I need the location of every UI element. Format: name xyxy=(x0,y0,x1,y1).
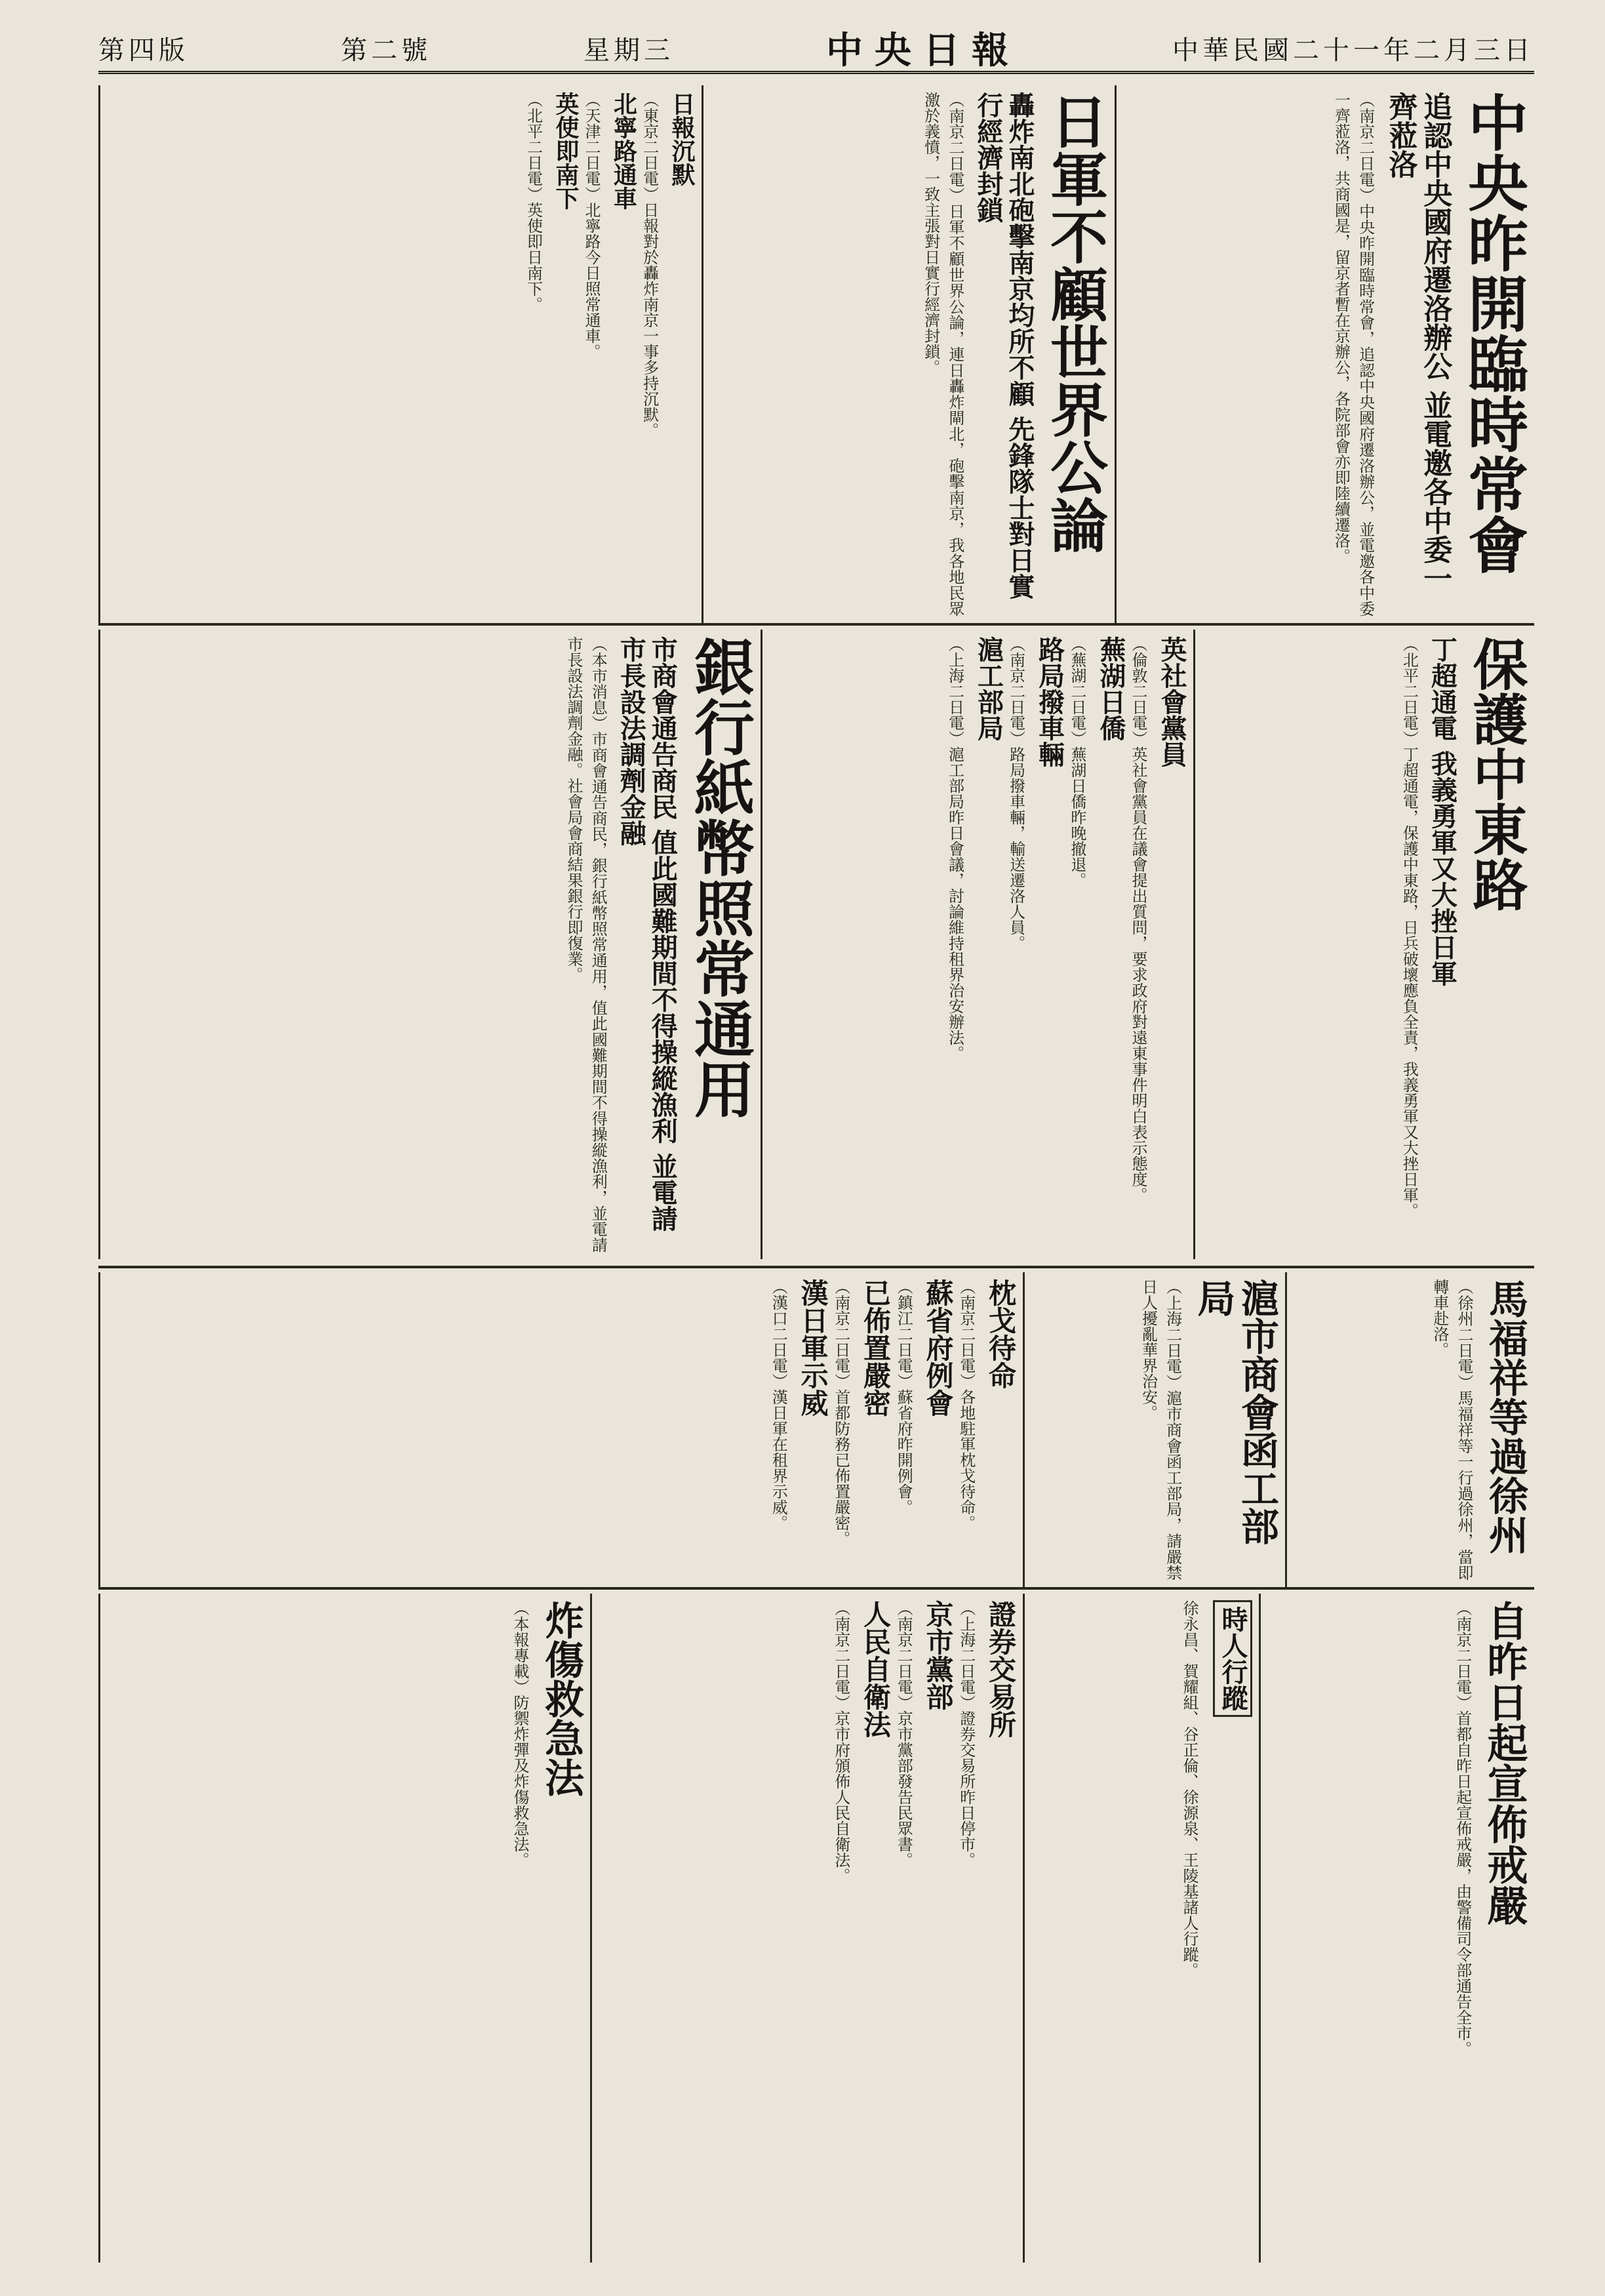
headline: 北寧路通車 xyxy=(610,92,638,210)
article-body: （南京二日電）京市府頒佈人民自衛法。 xyxy=(831,1600,850,1883)
article-body: （南京二日電）各地駐軍枕戈待命。 xyxy=(957,1279,976,1531)
article-body: （天津二日電）北寧路今日照常通車。 xyxy=(582,92,601,359)
masthead-weekday: 星期三 xyxy=(584,35,674,66)
headline: 證券交易所 xyxy=(985,1600,1017,1738)
article-body: （南京二日電）京市黨部發告民眾書。 xyxy=(894,1600,913,1868)
article-body: 徐永昌、賀耀組、谷正倫、徐源泉、王陵基諸人行蹤。 xyxy=(1180,1600,1199,1978)
article-body: （南京二日電）首都防務已佈置嚴密。 xyxy=(831,1279,850,1546)
article-body: （蕪湖二日電）蕪湖日僑昨晚撤退。 xyxy=(1067,636,1086,888)
headline: 蘇省府例會 xyxy=(922,1279,955,1417)
headline: 日報沉默 xyxy=(668,92,696,186)
headline xyxy=(1208,1600,1252,2256)
article-body: （南京二日電）首都自昨日起宣佈戒嚴，由警備司令部通告全市。 xyxy=(1453,1600,1472,2057)
headline: 英使即南下 xyxy=(551,92,580,210)
rule xyxy=(98,623,1534,626)
headline: 京市黨部 xyxy=(922,1600,955,1710)
article-body: （本市消息）市商會通告商民，銀行紙幣照常通用，值此國難期間不得操縱漁利，並電請市長設法調劑金融。社會局會商結果銀行即復業。 xyxy=(565,636,608,1253)
rule xyxy=(98,1266,1534,1268)
headline: 人民自衛法 xyxy=(860,1600,892,1738)
headline: 炸傷救急法 xyxy=(538,1600,584,1797)
article-ma-fuxiang xyxy=(1285,1272,1534,1587)
article-body: （上海二日電）滬市商會函工部局，請嚴禁日人擾亂華界治安。 xyxy=(1139,1279,1182,1581)
headline: 已佈置嚴密 xyxy=(860,1279,892,1417)
article-body: （倫敦二日電）英社會黨員在議會提出質問，要求政府對遠東事件明白表示態度。 xyxy=(1129,636,1147,1203)
article-body: （南京二日電）日軍不顧世界公論，連日轟炸閘北，砲擊南京，我各地民眾激於義憤，一致主張對日實行經濟封鎖。 xyxy=(921,92,964,616)
headline: 滬工部局 xyxy=(973,636,1004,741)
article-japanese-army xyxy=(702,85,1115,623)
article-body: （上海二日電）證券交易所昨日停市。 xyxy=(957,1600,976,1868)
article-chinese-eastern-railway xyxy=(1193,630,1534,1259)
article-body: （本報專載）防禦炸彈及炸傷救急法。 xyxy=(511,1600,529,1868)
article-small-news xyxy=(761,630,1193,1259)
article-side-column xyxy=(98,85,702,623)
article-first-aid xyxy=(98,1594,590,2263)
article-body: （北平二日電）英使即日南下。 xyxy=(524,92,543,312)
article-people-movements xyxy=(1023,1594,1259,2263)
headline: 漢日軍示威 xyxy=(797,1279,829,1417)
article-bank-notes xyxy=(98,630,761,1259)
headline: 自昨日起宣佈戒嚴 xyxy=(1480,1600,1528,1925)
masthead-date: 中華民國二十一年二月三日 xyxy=(1172,35,1534,66)
subheadline: 丁超通電 我義勇軍又大挫日軍 xyxy=(1427,636,1458,986)
headline: 路局撥車輛 xyxy=(1034,636,1065,767)
headline: 日軍不顧世界公論 xyxy=(1041,92,1109,554)
article-martial-law xyxy=(1259,1594,1534,2263)
masthead-section: 第四版 xyxy=(98,35,189,66)
headline: 枕戈待命 xyxy=(985,1279,1017,1389)
headline: 保護中東路 xyxy=(1464,636,1529,912)
headline: 馬福祥等過徐州 xyxy=(1482,1279,1528,1554)
headline: 蕪湖日僑 xyxy=(1095,636,1126,741)
article-body: （徐州二日電）馬福祥等一行過徐州，當即轉車赴洛。 xyxy=(1430,1279,1473,1581)
article-body: （東京二日電）日報對於轟炸南京一事多持沉默。 xyxy=(640,92,659,438)
section-label: 時人行蹤 xyxy=(1213,1600,1252,1717)
article-body: （北平二日電）丁超通電，保護中東路，日兵破壞應負全責，我義勇軍又大挫日軍。 xyxy=(1400,636,1419,1218)
article-row3-misc xyxy=(98,1272,1023,1587)
article-body: （南京二日電）路局撥車輛，輸送遷洛人員。 xyxy=(1006,636,1025,951)
article-body: （南京二日電）中央昨開臨時常會，追認中央國府遷洛辦公，並電邀各中委一齊蒞洛，共商國是，留京者暫在京辦公，各院部會亦即陸續遷洛。 xyxy=(1332,92,1375,616)
masthead-paper-name: 中央日報 xyxy=(826,29,1020,72)
article-body: （上海二日電）滬工部局昨日會議，討論維持租界治安辦法。 xyxy=(945,636,964,1061)
headline: 中央昨開臨時常會 xyxy=(1458,92,1529,574)
subheadline: 轟炸南北砲擊南京均所不顧 先鋒隊士對日實行經濟封鎖 xyxy=(972,92,1035,599)
masthead-issue: 第二號 xyxy=(341,35,431,66)
subheadline: 市商會通告商民 值此國難期間不得操縱漁利 並電請市長設法調劑金融 xyxy=(616,636,679,1232)
article-body: （鎮江二日電）蘇省府昨開例會。 xyxy=(894,1279,913,1515)
article-chamber-letter xyxy=(1023,1272,1285,1587)
headline: 滬市商會函工部局 xyxy=(1191,1279,1279,1545)
article-row4-middle xyxy=(590,1594,1023,2263)
article-central-meeting xyxy=(1115,85,1534,623)
rule xyxy=(98,1587,1534,1590)
headline: 銀行紙幣照常通用 xyxy=(684,636,755,1119)
article-body: （漢口二日電）漢日軍在租界示威。 xyxy=(769,1279,788,1531)
masthead xyxy=(98,25,1534,74)
subheadline: 追認中央國府遷洛辦公 並電邀各中委一齊蒞洛 xyxy=(1383,92,1452,593)
headline: 英社會黨員 xyxy=(1157,636,1187,767)
